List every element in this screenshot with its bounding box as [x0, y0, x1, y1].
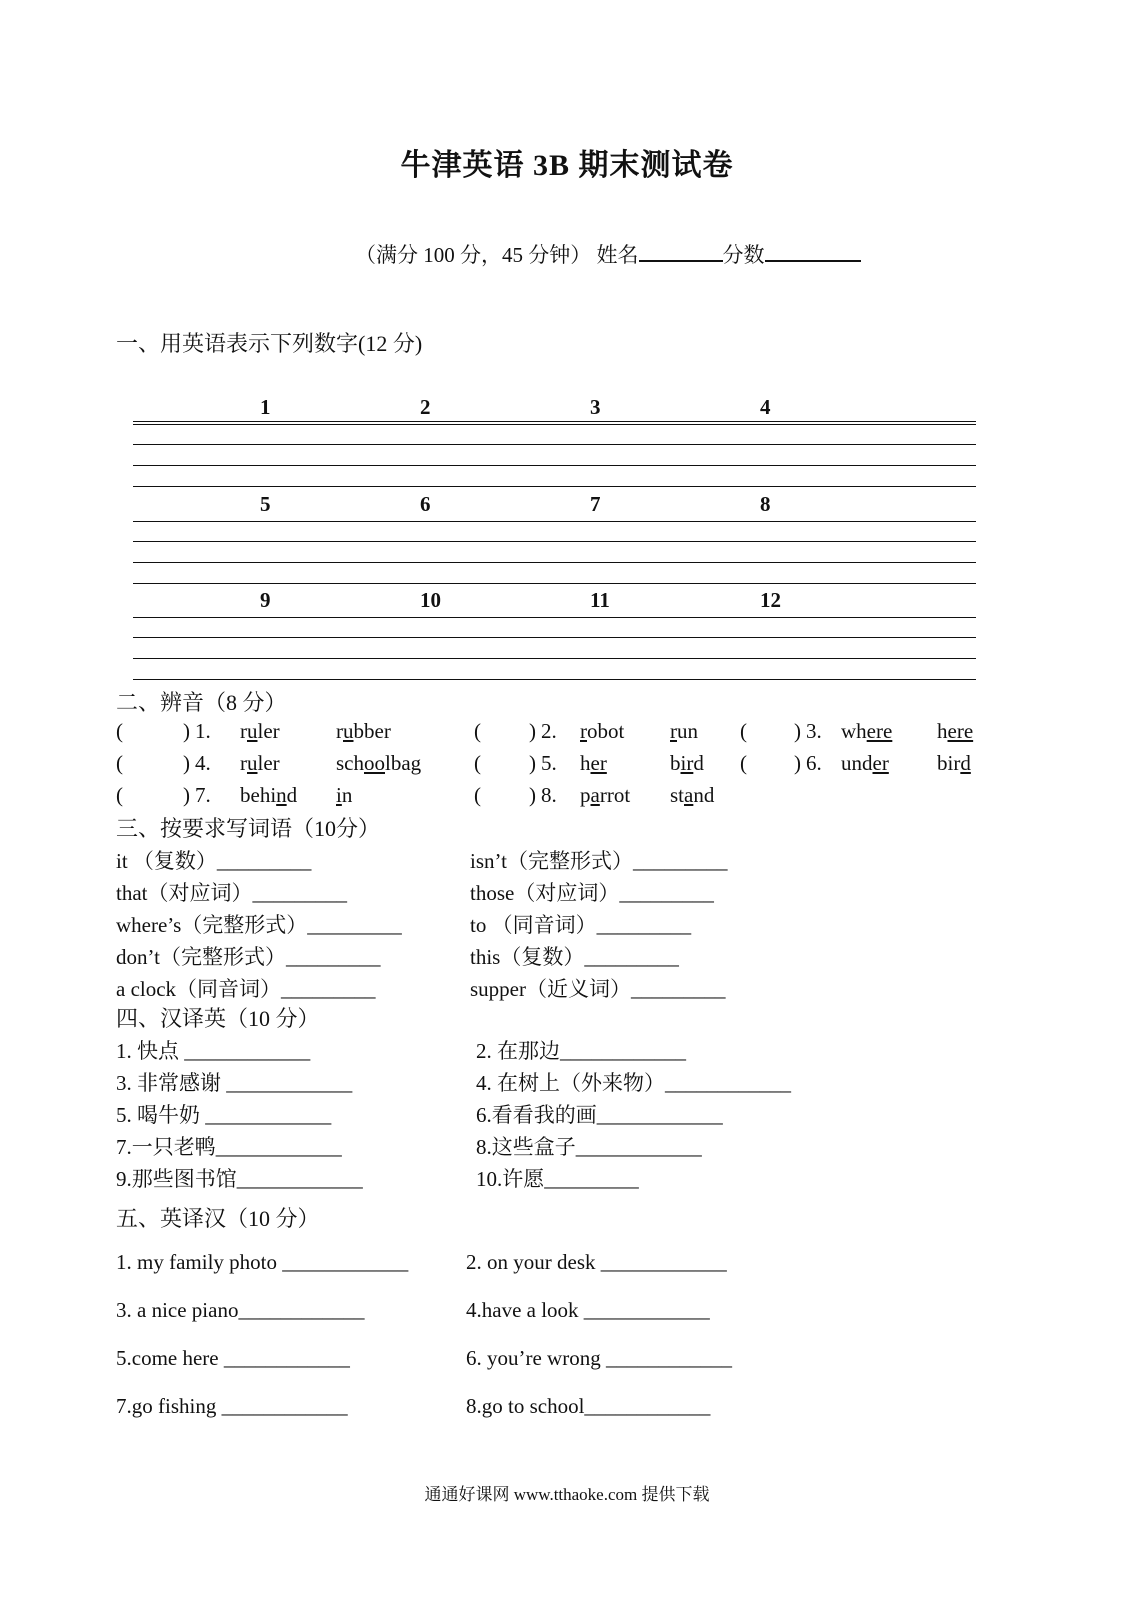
item-number: 8. [541, 783, 557, 807]
phonics-word [580, 719, 624, 744]
number-label: 8 [760, 492, 771, 516]
writing-line[interactable] [133, 541, 976, 542]
number-label: 6 [420, 492, 431, 516]
word-prefix: st [670, 783, 685, 807]
number-label: 12 [760, 588, 781, 612]
word-prefix: b [670, 751, 681, 775]
answer-paren-close: ) [529, 719, 536, 743]
word-prefix: r [336, 719, 343, 743]
phonics-word [670, 783, 714, 808]
translation-item[interactable]: 4.have a look ____________ [466, 1298, 710, 1322]
writing-line[interactable] [133, 562, 976, 563]
word-form-item[interactable]: this（复数）_________ [470, 945, 679, 969]
translation-item[interactable]: 8.go to school____________ [466, 1394, 711, 1418]
phonics-word [841, 751, 889, 776]
translation-item[interactable]: 2. on your desk ____________ [466, 1250, 727, 1274]
number-label: 7 [590, 492, 601, 516]
exam-info [355, 238, 861, 269]
translation-item[interactable]: 7.一只老鸭____________ [116, 1135, 342, 1159]
answer-paren-open[interactable]: ( [740, 719, 747, 743]
word-suffix: d [286, 783, 298, 807]
underlined-letters: ir [680, 751, 694, 775]
item-number: 3. [806, 719, 822, 743]
answer-paren-close: ) [794, 719, 801, 743]
number-label: 4 [760, 395, 771, 419]
word-form-item[interactable]: it （复数）_________ [116, 849, 312, 873]
phonics-word [336, 719, 391, 744]
word-suffix: lbag [385, 751, 422, 775]
page-title: 牛津英语 3B 期末测试卷 [400, 149, 734, 182]
word-suffix: nd [693, 783, 715, 807]
answer-paren-open[interactable]: ( [116, 719, 123, 743]
section4-heading: 四、汉译英（10 分） [116, 1006, 320, 1031]
translation-item[interactable]: 7.go fishing ____________ [116, 1394, 348, 1418]
writing-line [133, 583, 976, 584]
word-suffix: obot [587, 719, 625, 743]
number-label: 2 [420, 395, 431, 419]
translation-item[interactable]: 1. my family photo ____________ [116, 1250, 409, 1274]
word-prefix: bir [937, 751, 961, 775]
word-form-item[interactable]: supper（近义词）_________ [470, 977, 726, 1001]
item-number: 1. [195, 719, 211, 743]
word-prefix: h [580, 751, 591, 775]
underlined-letters: ere [866, 719, 893, 743]
word-suffix: d [693, 751, 704, 775]
translation-item[interactable]: 5. 喝牛奶 ____________ [116, 1103, 332, 1127]
word-form-item[interactable]: those（对应词）_________ [470, 881, 714, 905]
word-form-item[interactable]: that（对应词）_________ [116, 881, 347, 905]
footer-credit: 通通好课网 www.tthaoke.com 提供下载 [424, 1485, 710, 1504]
translation-item[interactable]: 4. 在树上（外来物）____________ [476, 1071, 791, 1095]
translation-item[interactable]: 8.这些盒子____________ [476, 1135, 702, 1159]
word-prefix: und [841, 751, 873, 775]
underlined-letters: u [247, 719, 258, 743]
word-form-item[interactable]: don’t（完整形式）_________ [116, 945, 381, 969]
writing-line [133, 617, 976, 618]
word-suffix: bber [353, 719, 391, 743]
word-suffix: un [677, 719, 698, 743]
phonics-word [580, 751, 607, 776]
item-number: 5. [541, 751, 557, 775]
translation-item[interactable]: 10.许愿_________ [476, 1167, 639, 1191]
exam-info-prefix: （满分 100 分，45 分钟） [355, 243, 592, 267]
translation-item[interactable]: 2. 在那边____________ [476, 1039, 686, 1063]
word-suffix: n [341, 783, 353, 807]
phonics-word [937, 719, 973, 744]
answer-paren-close: ) [529, 751, 536, 775]
word-prefix: r [240, 719, 247, 743]
item-number: 6. [806, 751, 822, 775]
answer-paren-close: ) [183, 751, 190, 775]
underlined-letters: ere [947, 719, 974, 743]
underlined-letters: u [343, 719, 354, 743]
translation-item[interactable]: 3. a nice piano____________ [116, 1298, 365, 1322]
answer-paren-close: ) [183, 783, 190, 807]
writing-line [133, 486, 976, 487]
answer-paren-open[interactable]: ( [116, 751, 123, 775]
underlined-letters: u [247, 751, 258, 775]
underlined-letters: a [590, 783, 600, 807]
phonics-word [336, 751, 421, 776]
underlined-letters: n [276, 783, 287, 807]
word-form-item[interactable]: isn’t（完整形式）_________ [470, 849, 728, 873]
score-blank[interactable] [765, 238, 861, 262]
number-label: 1 [260, 395, 271, 419]
underlined-letters: er [590, 751, 607, 775]
word-prefix: sch [336, 751, 364, 775]
item-number: 4. [195, 751, 211, 775]
writing-line[interactable] [133, 637, 976, 638]
translation-item[interactable]: 6.看看我的画____________ [476, 1103, 723, 1127]
answer-paren-open[interactable]: ( [740, 751, 747, 775]
underlined-letters: i [336, 783, 342, 807]
phonics-word [580, 783, 630, 808]
translation-item[interactable]: 3. 非常感谢 ____________ [116, 1071, 353, 1095]
phonics-word [240, 719, 280, 744]
answer-paren-close: ) [183, 719, 190, 743]
answer-paren-close: ) [794, 751, 801, 775]
translation-item[interactable]: 5.come here ____________ [116, 1346, 350, 1370]
phonics-word [240, 751, 280, 776]
word-prefix: p [580, 783, 591, 807]
writing-line [133, 421, 976, 422]
score-label: 分数 [722, 243, 765, 267]
word-form-item[interactable]: a clock（同音词）_________ [116, 977, 376, 1001]
answer-paren-open[interactable]: ( [474, 783, 481, 807]
item-number: 2. [541, 719, 557, 743]
number-label: 9 [260, 588, 271, 612]
section5-heading: 五、英译汉（10 分） [116, 1206, 320, 1231]
phonics-word [670, 719, 698, 744]
number-label: 3 [590, 395, 601, 419]
word-prefix: h [937, 719, 948, 743]
phonics-word [841, 719, 892, 744]
phonics-word [937, 751, 971, 776]
word-suffix: rrot [599, 783, 631, 807]
word-prefix: r [240, 751, 247, 775]
word-form-item[interactable]: where’s（完整形式）_________ [116, 913, 402, 937]
underlined-letters: d [960, 751, 971, 775]
section1-heading: 一、用英语表示下列数字(12 分) [116, 331, 423, 356]
word-suffix: ler [257, 751, 280, 775]
word-prefix: wh [841, 719, 867, 743]
number-label: 11 [590, 588, 610, 612]
answer-paren-open[interactable]: ( [474, 751, 481, 775]
writing-line [133, 521, 976, 522]
item-number: 7. [195, 783, 211, 807]
writing-line [133, 424, 976, 425]
translation-item[interactable]: 6. you’re wrong ____________ [466, 1346, 732, 1370]
word-prefix: behi [240, 783, 277, 807]
translation-item[interactable]: 9.那些图书馆____________ [116, 1167, 363, 1191]
answer-paren-close: ) [529, 783, 536, 807]
word-form-item[interactable]: to （同音词）_________ [470, 913, 692, 937]
writing-line [133, 679, 976, 680]
phonics-word [240, 783, 297, 808]
number-label: 5 [260, 492, 271, 516]
writing-line[interactable] [133, 465, 976, 466]
underlined-letters: a [684, 783, 694, 807]
number-label: 10 [420, 588, 441, 612]
name-blank[interactable] [639, 238, 723, 262]
underlined-letters: oo [364, 751, 385, 775]
underlined-letters: r [670, 719, 677, 743]
section2-heading: 二、辨音（8 分） [116, 690, 287, 715]
translation-item[interactable]: 1. 快点 ____________ [116, 1039, 311, 1063]
section3-heading: 三、按要求写词语（10分） [116, 816, 381, 841]
phonics-word [336, 783, 352, 808]
underlined-letters: r [580, 719, 587, 743]
name-label: 姓名 [596, 243, 639, 267]
writing-line[interactable] [133, 444, 976, 445]
writing-line[interactable] [133, 658, 976, 659]
word-suffix: ler [257, 719, 280, 743]
underlined-letters: er [872, 751, 889, 775]
phonics-word [670, 751, 704, 776]
answer-paren-open[interactable]: ( [474, 719, 481, 743]
answer-paren-open[interactable]: ( [116, 783, 123, 807]
